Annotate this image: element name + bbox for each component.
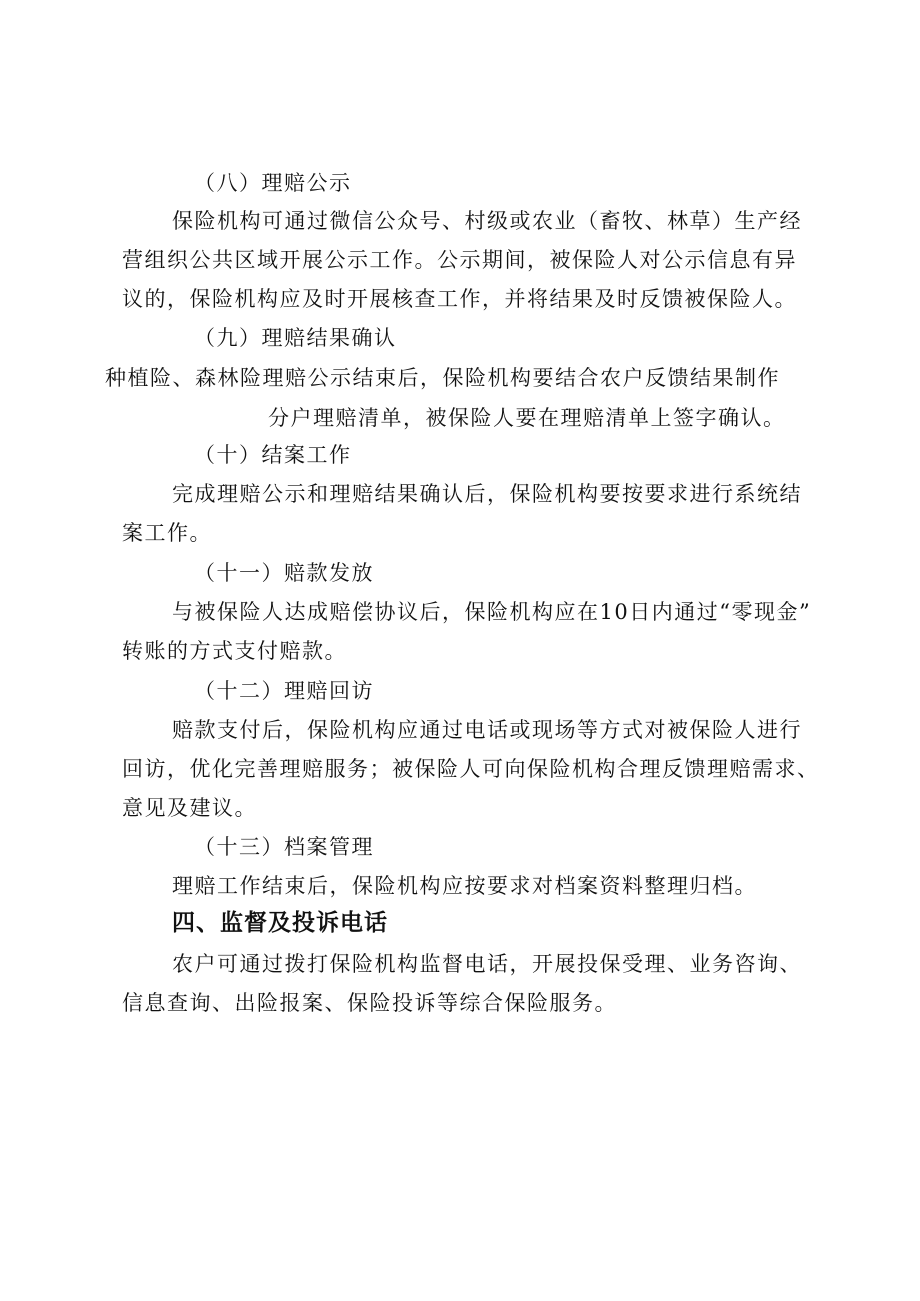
paragraph-line: 保险机构可通过微信公众号、村级或农业（畜牧、林草）生产经 <box>172 209 802 233</box>
section-title-claim-result-confirmation: （九）理赔结果确认 <box>194 326 397 350</box>
chapter-heading-supervision-hotline: 四、监督及投诉电话 <box>172 910 388 936</box>
section-title-claim-publicity: （八）理赔公示 <box>194 171 352 195</box>
paragraph-line: 农户可通过拨打保险机构监督电话，开展投保受理、业务咨询、 <box>172 952 802 976</box>
section-title-case-closure: （十）结案工作 <box>194 443 352 467</box>
paragraph-line: 分户理赔清单，被保险人要在理赔清单上签字确认。 <box>268 406 786 430</box>
paragraph-line: 赔款支付后，保险机构应通过电话或现场等方式对被保险人进行 <box>172 718 802 742</box>
section-title-archive-management: （十三）档案管理 <box>194 835 374 859</box>
paragraph-line: 转账的方式支付赔款。 <box>122 639 347 663</box>
section-title-compensation-payment: （十一）赔款发放 <box>194 561 374 585</box>
paragraph-line: 完成理赔公示和理赔结果确认后，保险机构要按要求进行系统结 <box>172 482 802 506</box>
paragraph-line: 意见及建议。 <box>122 796 257 820</box>
paragraph-line: 案工作。 <box>122 521 212 545</box>
paragraph-line: 回访，优化完善理赔服务；被保险人可向保险机构合理反馈理赔需求、 <box>122 757 820 781</box>
paragraph-line: 信息查询、出险报案、保险投诉等综合保险服务。 <box>122 991 617 1015</box>
paragraph-line: 理赔工作结束后，保险机构应按要求对档案资料整理归档。 <box>172 874 757 898</box>
section-title-claim-follow-up: （十二）理赔回访 <box>194 679 374 703</box>
paragraph-line: 与被保险人达成赔偿协议后，保险机构应在10日内通过“零现金” <box>172 600 812 624</box>
paragraph-line: 议的，保险机构应及时开展核查工作，并将结果及时反馈被保险人。 <box>122 287 797 311</box>
paragraph-line: 营组织公共区域开展公示工作。公示期间，被保险人对公示信息有异 <box>122 248 797 272</box>
paragraph-line: 种植险、森林险理赔公示结束后，保险机构要结合农户反馈结果制作 <box>105 366 780 390</box>
